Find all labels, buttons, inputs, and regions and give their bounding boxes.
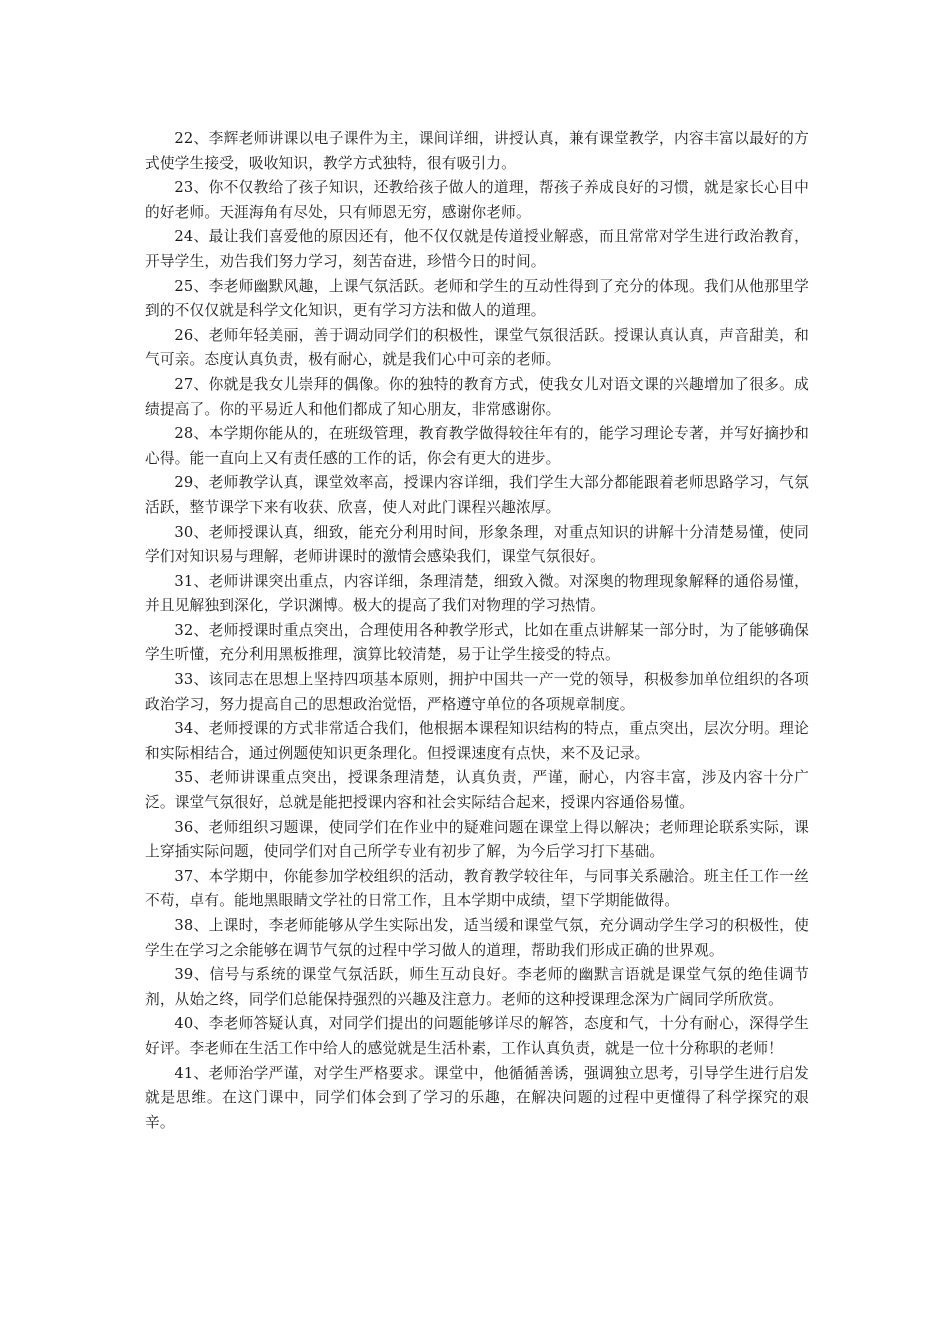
paragraph-25: 25、李老师幽默风趣，上课气氛活跃。老师和学生的互动性得到了充分的体现。我们从他那里学到的不仅仅就是科学文化知识，更有学习方法和做人的道理。 xyxy=(145,277,809,320)
document-body xyxy=(145,127,809,1135)
paragraph-26: 26、老师年轻美丽，善于调动同学们的积极性，课堂气氛很活跃。授课认真认真，声音甜美，和气可亲。态度认真负责，极有耐心，就是我们心中可亲的老师。 xyxy=(145,326,809,369)
paragraph-24: 24、最让我们喜爱他的原因还有，他不仅仅就是传道授业解惑，而且常常对学生进行政治教育，开导学生，劝告我们努力学习，刻苦奋进，珍惜今日的时间。 xyxy=(145,228,809,270)
paragraph-39: 39、信号与系统的课堂气氛活跃，师生互动良好。李老师的幽默言语就是课堂气氛的绝佳调节剂，从始之终，同学们总能保持强烈的兴趣及注意力。老师的这种授课理念深为广阔同学所欣赏。 xyxy=(145,966,809,1008)
paragraph-34: 34、老师授课的方式非常适合我们，他根据本课程知识结构的特点，重点突出，层次分明。理论和实际相结合，通过例题使知识更条理化。但授课速度有点快，来不及记录。 xyxy=(145,720,809,762)
paragraph-31: 31、老师讲课突出重点，内容详细，条理清楚，细致入微。对深奥的物理现象解释的通俗易懂，并且见解独到深化，学识渊博。极大的提高了我们对物理的学习热情。 xyxy=(145,572,809,615)
paragraph-29: 29、老师教学认真，课堂效率高，授课内容详细，我们学生大部分都能跟着老师思路学习，气氛活跃，整节课学下来有收获、欣喜，使人对此门课程兴趣浓厚。 xyxy=(145,474,809,516)
paragraph-22: 22、李辉老师讲课以电子课件为主，课间详细，讲授认真，兼有课堂教学，内容丰富以最好的方式使学生接受，吸收知识，教学方式独特，很有吸引力。 xyxy=(145,130,809,172)
paragraph-41: 41、老师治学严谨，对学生严格要求。课堂中，他循循善诱，强调独立思考，引导学生进行启发就是思维。在这门课中，同学们体会到了学习的乐趣，在解决问题的过程中更懂得了科学探究的艰辛。 xyxy=(145,1064,809,1131)
paragraph-27: 27、你就是我女儿崇拜的偶像。你的独特的教育方式，使我女儿对语文课的兴趣增加了很多。成绩提高了。你的平易近人和他们都成了知心朋友，非常感谢你。 xyxy=(145,375,809,418)
paragraph-28: 28、本学期你能从的，在班级管理，教育教学做得较往年有的，能学习理论专著，并写好摘抄和心得。能一直向上又有责任感的工作的话，你会有更大的进步。 xyxy=(145,425,809,467)
paragraph-36: 36、老师组织习题课，使同学们在作业中的疑难问题在课堂上得以解决；老师理论联系实际，课上穿插实际问题，使同学们对自己所学专业有初步了解，为今后学习打下基础。 xyxy=(145,818,809,861)
paragraph-40: 40、李老师答疑认真，对同学们提出的问题能够详尽的解答，态度和气，十分有耐心，深得学生好评。李老师在生活工作中给人的感觉就是生活朴素，工作认真负责，就是一位十分称职的老师！ xyxy=(145,1015,809,1057)
paragraph-23: 23、你不仅教给了孩子知识，还教给孩子做人的道理，帮孩子养成良好的习惯，就是家长心目中的好老师。天涯海角有尽处，只有师恩无穷，感谢你老师。 xyxy=(145,179,809,221)
paragraph-38: 38、上课时，李老师能够从学生实际出发，适当缓和课堂气氛，充分调动学生学习的积极性，使学生在学习之余能够在调节气氛的过程中学习做人的道理，帮助我们形成正确的世界观。 xyxy=(145,917,809,959)
paragraph-30: 30、老师授课认真，细致，能充分利用时间，形象条理，对重点知识的讲解十分清楚易懂，使同学们对知识易与理解，老师讲课时的激情会感染我们，课堂气氛很好。 xyxy=(145,523,809,566)
paragraph-37: 37、本学期中，你能参加学校组织的活动，教育教学较往年，与同事关系融洽。班主任工作一丝不苟，卓有。能地黑眼睛文学社的日常工作，且本学期中成绩，望下学期能做得。 xyxy=(145,867,809,910)
paragraph-33: 33、该同志在思想上坚持四项基本原则，拥护中国共一产一党的领导，积极参加单位组织的各项政治学习，努力提高自己的思想政治觉悟，严格遵守单位的各项规章制度。 xyxy=(145,671,809,713)
paragraph-32: 32、老师授课时重点突出，合理使用各种教学形式，比如在重点讲解某一部分时，为了能够确保学生听懂，充分利用黑板推理，演算比较清楚，易于让学生接受的特点。 xyxy=(145,621,809,664)
paragraph-35: 35、老师讲课重点突出，授课条理清楚，认真负责，严谨，耐心，内容丰富，涉及内容十分广泛。课堂气氛很好，总就是能把授课内容和社会实际结合起来，授课内容通俗易懂。 xyxy=(145,769,809,812)
